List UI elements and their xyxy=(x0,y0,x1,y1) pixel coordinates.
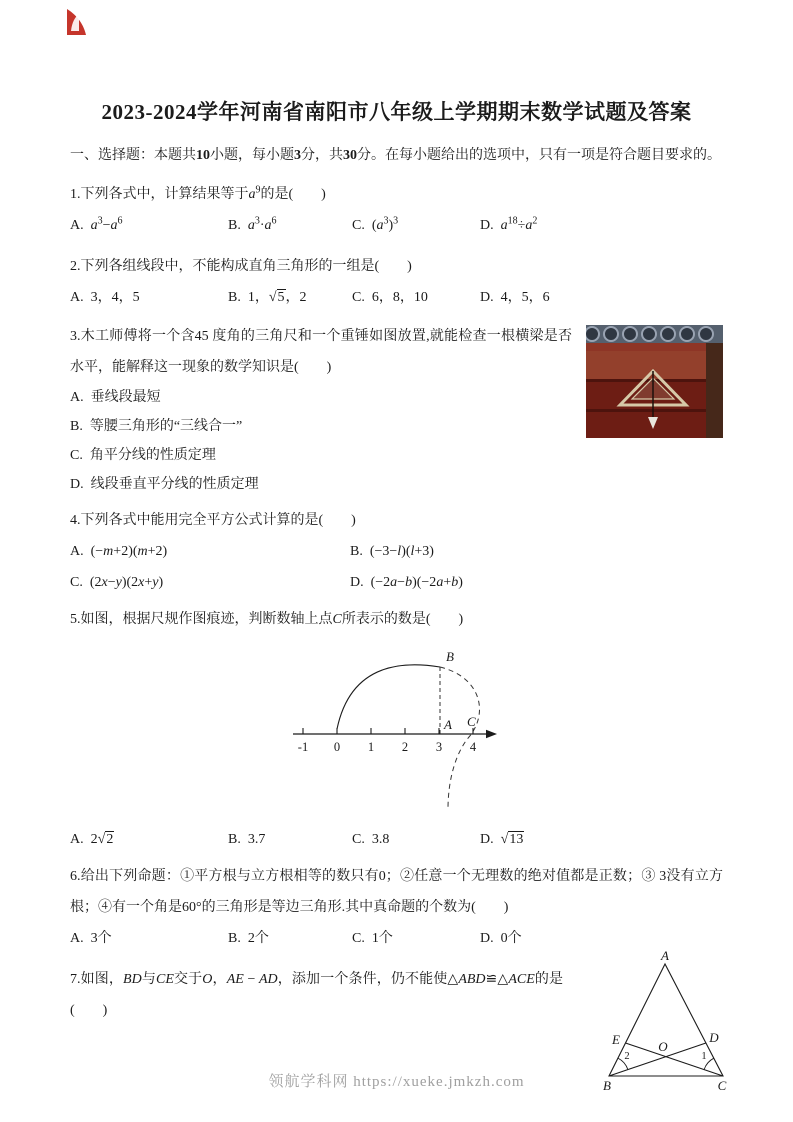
q5-label-b: B xyxy=(446,649,454,664)
q7-label-angle1: 1 xyxy=(701,1051,707,1062)
q4-option-c: C. (2x−y)(2x+y) xyxy=(70,575,164,590)
q2-option-d: D. 4，5，6 xyxy=(480,290,550,305)
site-logo xyxy=(64,6,88,38)
q5-tick-1: 1 xyxy=(367,740,375,754)
watermark: 领航学科网 https://xueke.jmkzh.com xyxy=(268,1074,525,1090)
q2-options xyxy=(70,282,723,313)
q5-tick-0: 0 xyxy=(333,740,341,754)
q3-block xyxy=(70,321,723,499)
q7-label-o: O xyxy=(658,1039,668,1054)
site-logo-icon xyxy=(64,6,88,38)
q6-option-a: A. 3个 xyxy=(70,931,112,946)
q3-figure-photo xyxy=(586,325,723,438)
q5-tick-2: 2 xyxy=(401,740,409,754)
q5-tick-neg1: -1 xyxy=(297,740,309,754)
q3-beam-plumb-image xyxy=(586,325,723,438)
q2-stem: 2.下列各组线段中，不能构成直角三角形的一组是( ) xyxy=(70,259,412,274)
q5-option-b: B. 3.7 xyxy=(228,832,266,847)
q3-option-a: A. 垂线段最短 xyxy=(70,390,161,405)
q5-option-c: C. 3.8 xyxy=(352,832,390,847)
q5-option-d: D. √13 xyxy=(480,832,524,847)
q4-stem: 4.下列各式中能用完全平方公式计算的是( ) xyxy=(70,513,356,528)
q5-label-a: A xyxy=(444,717,452,732)
q5-option-a: A. 2√2 xyxy=(70,832,114,847)
q1-option-a: A. $a^3-a^6$ xyxy=(70,215,123,233)
q2-option-b: B. 1，√5，2 xyxy=(228,290,307,305)
q4-option-d: D. (−2a−b)(−2a+b) xyxy=(350,575,463,590)
q2-option-a: A. 3，4，5 xyxy=(70,290,140,305)
q7-label-d: D xyxy=(709,1030,719,1045)
q5-stem: 5.如图，根据尺规作图痕迹，判断数轴上点C所表示的数是( ) xyxy=(70,612,464,627)
q7-label-e: E xyxy=(612,1032,620,1047)
q1-options xyxy=(70,210,723,241)
q5-numberline-figure xyxy=(289,637,504,820)
q4-option-a: A. (−m+2)(m+2) xyxy=(70,544,168,559)
q6-option-b: B. 2个 xyxy=(228,931,269,946)
q7-label-a: A xyxy=(661,950,669,963)
section-intro: 一、选择题：本题共10小题，每小题3分，共30分。在每小题给出的选项中，只有一项是符合题目要求的。 xyxy=(70,148,721,163)
q5-tick-4: 4 xyxy=(469,740,477,754)
q3-option-c: C. 角平分线的性质定理 xyxy=(70,448,216,463)
q7-label-b: B xyxy=(603,1078,611,1093)
q4-option-b: B. (−3−l)(l+3) xyxy=(350,544,434,559)
q4-options xyxy=(70,536,723,598)
q2-option-c: C. 6，8，10 xyxy=(352,290,428,305)
q5-tick-3: 3 xyxy=(435,740,443,754)
q7-label-c: C xyxy=(717,1078,727,1093)
q1-option-d: D. $a^{18}\div a^2$ xyxy=(480,215,538,233)
q5-options xyxy=(70,824,723,855)
page-title: 2023-2024学年河南省南阳市八年级上学期期末数学试题及答案 xyxy=(101,100,692,124)
q7-stem: 7.如图，BD与CE交于O，AE − AD，添加一个条件，仍不能使△ABD≌△ACE的是( ) xyxy=(70,972,564,1018)
q6-stem: 6.给出下列命题：①平方根与立方根相等的数只有0；②任意一个无理数的绝对值都是正数；③ 3没有立方根；④有一个角是60°的三角形是等边三角形.其中真命题的个数为( ) xyxy=(70,869,723,915)
q3-stem: 3.木工师傅将一个含45 度角的三角尺和一个重锤如图放置,就能检查一根横梁是否水平，能解释这一现象的数学知识是( ) xyxy=(70,329,572,375)
q7-label-angle2: 2 xyxy=(624,1051,630,1062)
q3-option-b: B. 等腰三角形的“三线合一” xyxy=(70,419,243,434)
q6-option-c: C. 1个 xyxy=(352,931,393,946)
q1-option-b: B. $a^3\cdot a^6$ xyxy=(228,215,277,233)
q5-label-c: C xyxy=(467,714,476,729)
q3-option-d: D. 线段垂直平分线的性质定理 xyxy=(70,477,259,492)
q6-option-d: D. 0个 xyxy=(480,931,522,946)
q1-stem: 1.下列各式中，计算结果等于$a^9$的是( ) xyxy=(70,184,326,202)
q1-option-c: C. $(a^3)^3$ xyxy=(352,215,399,233)
